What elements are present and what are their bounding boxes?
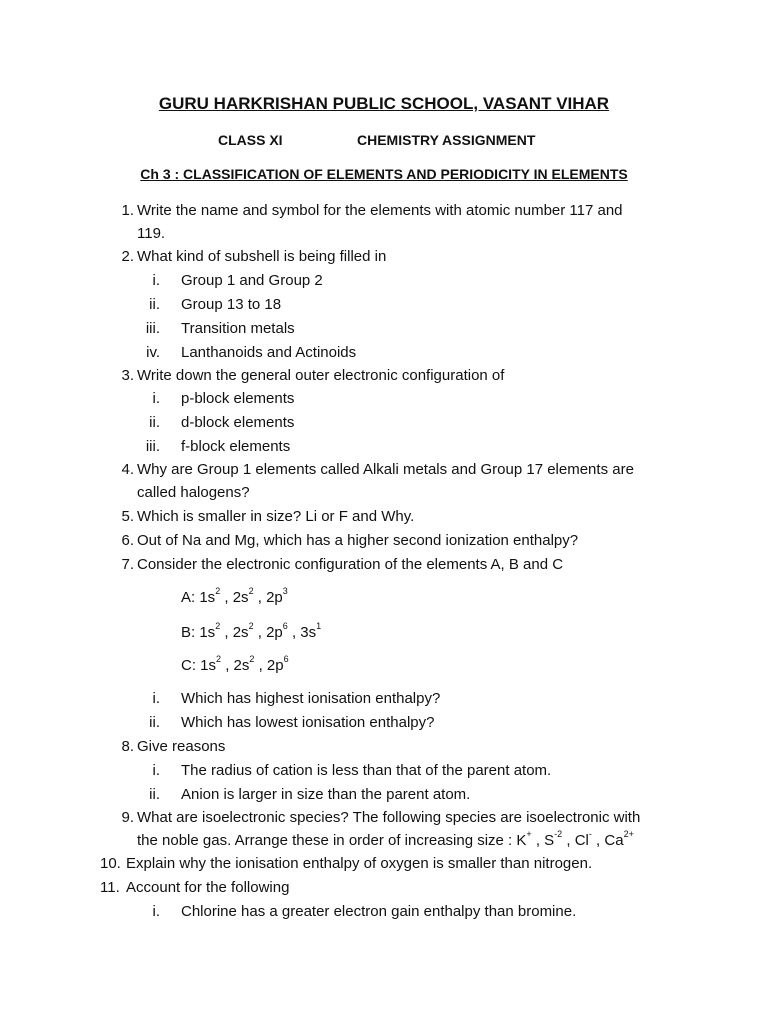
- school-title: GURU HARKRISHAN PUBLIC SCHOOL, VASANT VIHAR: [158, 94, 610, 113]
- config-label: A: 1s: [181, 589, 216, 606]
- sub-item-number: i.: [152, 272, 160, 289]
- config-sup: 6: [282, 621, 288, 631]
- class-label: CLASS XI: [218, 132, 283, 148]
- sub-item-text: Lanthanoids and Actinoids: [181, 344, 357, 361]
- sub-item-number: ii.: [149, 296, 160, 313]
- sub-item-number: iii.: [145, 320, 160, 337]
- sub-item-number: ii.: [149, 714, 160, 731]
- config-sup: 3: [282, 586, 288, 596]
- question-number: 10.: [100, 855, 121, 872]
- question-text: What are isoelectronic species? The following species are isoelectronic with: [137, 809, 641, 826]
- sub-item-text: p-block elements: [181, 390, 295, 407]
- question-text: Account for the following: [126, 879, 290, 896]
- config-sup: 2: [216, 654, 222, 664]
- config-text: , 2s: [220, 589, 249, 606]
- question-text: Consider the electronic configuration of the elements A, B and C: [137, 556, 564, 573]
- chapter-title: Ch 3 : CLASSIFICATION OF ELEMENTS AND PERIODICITY IN ELEMENTS: [140, 166, 628, 182]
- question-text: Explain why the ionisation enthalpy of oxygen is smaller than nitrogen.: [126, 855, 593, 872]
- question-number: 4.: [121, 461, 134, 478]
- sub-item-text: Which has lowest ionisation enthalpy?: [181, 714, 435, 731]
- ion-text: , S: [531, 832, 555, 849]
- ion-charge: +: [526, 829, 532, 839]
- question-text-cont: called halogens?: [137, 484, 250, 501]
- question-text-cont: 119.: [137, 225, 166, 242]
- sub-item-text: The radius of cation is less than that of the parent atom.: [181, 762, 552, 779]
- config-text: , 2s: [221, 657, 250, 674]
- question-number: 11.: [100, 879, 120, 896]
- config-label: C: 1s: [181, 657, 217, 674]
- config-text: , 2p: [253, 624, 283, 641]
- sub-item-text: Which has highest ionisation enthalpy?: [181, 690, 441, 707]
- question-number: 2.: [121, 248, 134, 265]
- config-text: , 2s: [220, 624, 249, 641]
- question-text: Write down the general outer electronic configuration of: [137, 367, 505, 384]
- question-text: What kind of subshell is being filled in: [137, 248, 387, 265]
- sub-item-text: Group 1 and Group 2: [181, 272, 323, 289]
- config-sup: 2: [248, 621, 254, 631]
- question-number: 5.: [121, 508, 134, 525]
- config-sup: 2: [215, 621, 221, 631]
- question-text: Out of Na and Mg, which has a higher second ionization enthalpy?: [137, 532, 579, 549]
- ion-text: the noble gas. Arrange these in order of increasing size : K: [137, 832, 527, 849]
- ion-charge: 2+: [623, 829, 634, 839]
- question-text-cont: [137, 829, 634, 849]
- sub-item-number: ii.: [149, 414, 160, 431]
- question-text: Give reasons: [137, 738, 226, 755]
- question-text: Why are Group 1 elements called Alkali metals and Group 17 elements are: [137, 461, 634, 478]
- question-number: 3.: [121, 367, 134, 384]
- config-text: , 2p: [254, 657, 284, 674]
- sub-item-number: i.: [152, 390, 160, 407]
- question-text: Which is smaller in size? Li or F and Why.: [137, 508, 415, 525]
- ion-charge: -2: [554, 829, 563, 839]
- question-number: 6.: [121, 532, 134, 549]
- sub-item-text: f-block elements: [181, 438, 291, 455]
- sub-item-number: iv.: [146, 344, 160, 361]
- sub-item-text: d-block elements: [181, 414, 295, 431]
- config-text: , 2p: [253, 589, 283, 606]
- sub-item-text: Group 13 to 18: [181, 296, 282, 313]
- ion-text: , Cl: [562, 832, 589, 849]
- assignment-label: CHEMISTRY ASSIGNMENT: [357, 132, 536, 148]
- question-number: 7.: [121, 556, 134, 573]
- question-number: 8.: [121, 738, 134, 755]
- config-sup: 2: [249, 654, 255, 664]
- question-number: 9.: [121, 809, 134, 826]
- question-number: 1.: [121, 202, 134, 219]
- config-label: B: 1s: [181, 624, 216, 641]
- sub-item-text: Transition metals: [181, 320, 295, 337]
- sub-item-text: Chlorine has a greater electron gain enthalpy than bromine.: [181, 903, 577, 920]
- ion-charge: -: [588, 829, 592, 839]
- sub-item-number: i.: [152, 903, 160, 920]
- ion-text: , Ca: [591, 832, 624, 849]
- sub-item-number: iii.: [145, 438, 160, 455]
- sub-item-number: ii.: [149, 786, 160, 803]
- sub-item-number: i.: [152, 762, 160, 779]
- sub-item-number: i.: [152, 690, 160, 707]
- config-sup: 2: [215, 586, 221, 596]
- config-text: , 3s: [287, 624, 317, 641]
- config-sup: 6: [283, 654, 289, 664]
- config-sup: 2: [248, 586, 254, 596]
- config-sup: 1: [316, 621, 322, 631]
- question-text: Write the name and symbol for the elements with atomic number 117 and: [137, 202, 623, 219]
- sub-item-text: Anion is larger in size than the parent atom.: [181, 786, 471, 803]
